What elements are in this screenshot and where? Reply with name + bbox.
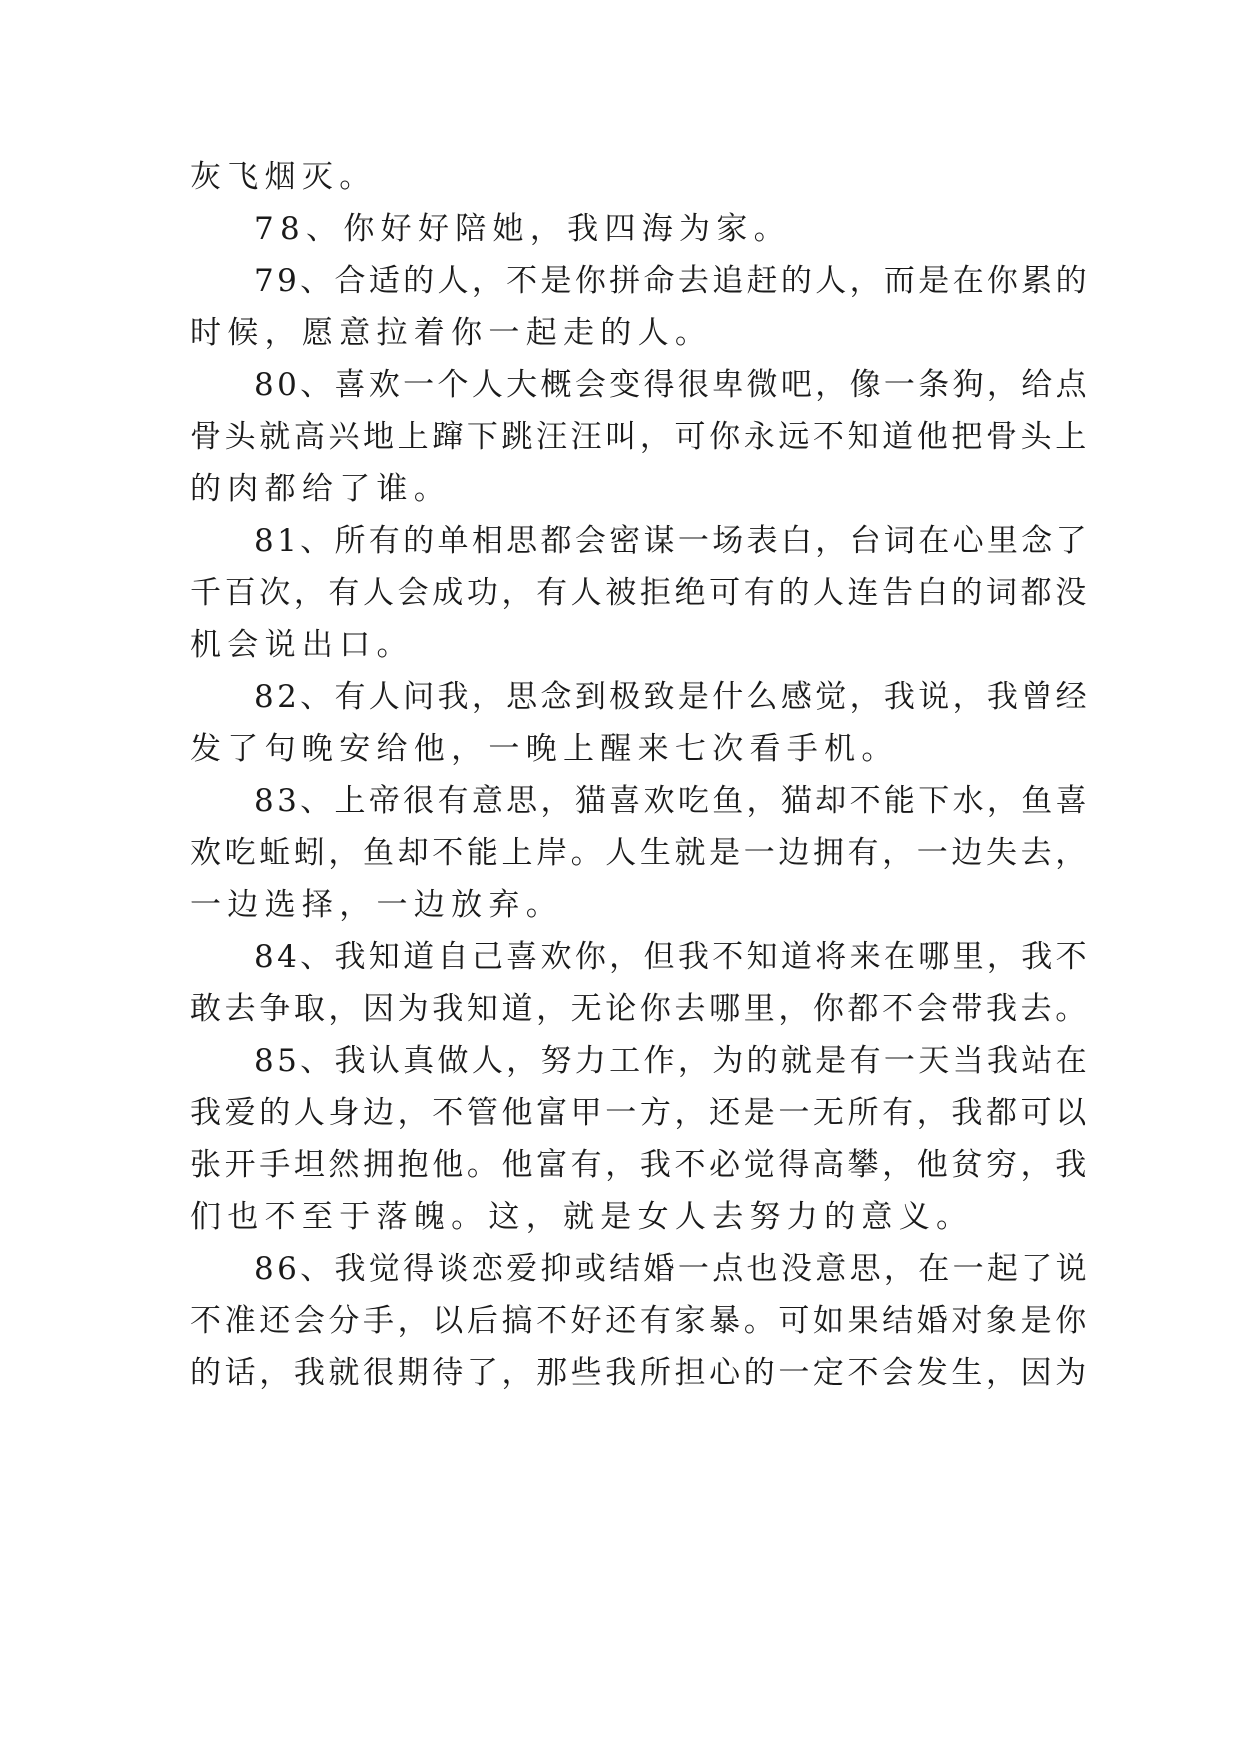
quote-80-line-3: 的肉都给了谁。 bbox=[190, 471, 452, 507]
quote-81-line-3: 机会说出口。 bbox=[190, 627, 414, 663]
quote-82-line-2: 发了句晚安给他，一晚上醒来七次看手机。 bbox=[190, 731, 899, 767]
quote-78-line-1: 78、你好好陪她，我四海为家。 bbox=[254, 211, 791, 247]
quote-82-line-1: 82、有人问我，思念到极致是什么感觉，我说，我曾经 bbox=[254, 679, 1090, 715]
quote-79-line-1: 79、合适的人，不是你拼命去追赶的人，而是在你累的 bbox=[254, 263, 1090, 299]
quote-79-line-2: 时候，愿意拉着你一起走的人。 bbox=[190, 315, 713, 351]
text-line: 灰飞烟灭。 bbox=[190, 159, 377, 195]
quote-84-line-1: 84、我知道自己喜欢你，但我不知道将来在哪里，我不 bbox=[254, 939, 1090, 975]
quote-83-line-3: 一边选择，一边放弃。 bbox=[190, 887, 563, 923]
quote-81-line-2: 千百次，有人会成功，有人被拒绝可有的人连告白的词都没 bbox=[190, 575, 1090, 611]
quote-81-line-1: 81、所有的单相思都会密谋一场表白，台词在心里念了 bbox=[254, 523, 1090, 559]
quote-80-line-2: 骨头就高兴地上蹿下跳汪汪叫，可你永远不知道他把骨头上 bbox=[190, 419, 1090, 455]
quote-85-line-1: 85、我认真做人，努力工作，为的就是有一天当我站在 bbox=[254, 1043, 1090, 1079]
quote-86-line-3: 的话，我就很期待了，那些我所担心的一定不会发生，因为 bbox=[190, 1355, 1090, 1391]
quote-85-line-3: 张开手坦然拥抱他。他富有，我不必觉得高攀，他贫穷，我 bbox=[190, 1147, 1090, 1183]
quote-86-line-1: 86、我觉得谈恋爱抑或结婚一点也没意思，在一起了说 bbox=[254, 1251, 1090, 1287]
quote-84-line-2: 敢去争取，因为我知道，无论你去哪里，你都不会带我去。 bbox=[190, 991, 1090, 1027]
quote-85-line-4: 们也不至于落魄。这，就是女人去努力的意义。 bbox=[190, 1199, 974, 1235]
quote-80-line-1: 80、喜欢一个人大概会变得很卑微吧，像一条狗，给点 bbox=[254, 367, 1090, 403]
quote-83-line-1: 83、上帝很有意思，猫喜欢吃鱼，猫却不能下水，鱼喜 bbox=[254, 783, 1090, 819]
quote-85-line-2: 我爱的人身边，不管他富甲一方，还是一无所有，我都可以 bbox=[190, 1095, 1090, 1131]
quote-83-line-2: 欢吃蚯蚓，鱼却不能上岸。人生就是一边拥有，一边失去， bbox=[190, 835, 1090, 871]
quote-86-line-2: 不准还会分手，以后搞不好还有家暴。可如果结婚对象是你 bbox=[190, 1303, 1090, 1339]
